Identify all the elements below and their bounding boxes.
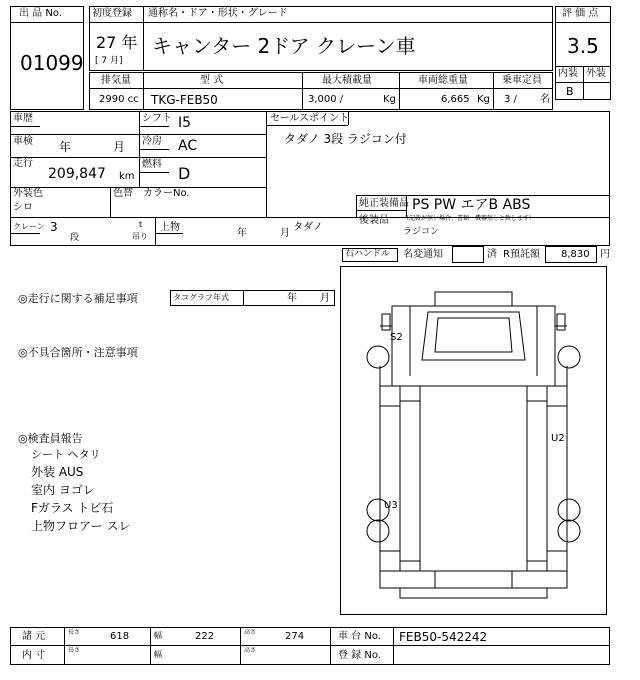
inner-width-label: 幅: [154, 650, 162, 659]
tacho-year: 年: [287, 293, 297, 304]
right-hand-label: 右ハンドル: [345, 249, 391, 259]
crane-ton-unit: 吊り: [132, 232, 148, 241]
width-label: 幅: [154, 631, 162, 640]
running-remarks-label: ◎走行に関する補足事項: [18, 292, 138, 305]
capacity-label: 乗車定員: [502, 75, 542, 86]
inspector-report-label: ◎検査員報告: [18, 432, 83, 445]
length-value: 618: [110, 631, 130, 642]
defects-label: ◎不具合箇所・注意事項: [18, 346, 138, 359]
recycle-prefix: 済: [487, 249, 497, 260]
max-load-label: 最大積載量: [322, 75, 372, 86]
upper-label: 上物: [160, 222, 180, 233]
rear-left-wheel-2: [367, 520, 389, 542]
front-left-wheel: [367, 346, 389, 368]
shift-value: I5: [178, 115, 192, 131]
gross-weight-unit: Kg: [477, 94, 490, 105]
height-value: 274: [285, 631, 305, 642]
aftermarket-note: （記載が無い場合、書類・機器無しと致します）: [403, 215, 536, 222]
crane-stage-value: 3: [50, 220, 58, 234]
model-value: TKG-FEB50: [151, 93, 218, 107]
damage-mark: U2: [551, 433, 565, 444]
crane-ton-unit-top: t: [139, 220, 143, 229]
mileage-unit: km: [119, 171, 135, 182]
shift-label: シフト: [142, 113, 172, 124]
max-load-value: 3,000 /: [308, 94, 344, 105]
chassis-label: 車 台 No.: [338, 631, 381, 642]
report-line: 上物フロアー スレ: [31, 519, 131, 533]
damage-mark: S2: [390, 332, 403, 343]
rear-right-wheel-2: [558, 520, 580, 542]
history-label: 車歴: [13, 113, 33, 124]
mileage-label: 走行: [13, 158, 33, 169]
upper-month: 月: [280, 228, 290, 239]
capacity-value: 3 /: [504, 94, 517, 105]
upper-year: 年: [237, 228, 247, 239]
color-label: 外装色: [13, 188, 43, 199]
truck-diagram: [340, 266, 607, 615]
front-right-wheel: [558, 346, 580, 368]
chassis-value: FEB50-542242: [399, 630, 488, 644]
model-label: 型 式: [200, 75, 224, 86]
registration-no-label: 登 録 No.: [338, 650, 381, 661]
car-name: キャンター 2ドア クレーン車: [152, 34, 416, 58]
equipment-text: PS PW エアB ABS: [412, 197, 531, 213]
registration-label: 初度登録: [92, 8, 132, 19]
mileage-value: 209,847: [48, 166, 106, 182]
upper-maker: タダノ: [293, 222, 323, 233]
inspection-month: 月: [113, 140, 126, 154]
crane-stage-unit: 段: [70, 233, 80, 243]
left-mirror: [382, 314, 390, 330]
inner-height-label: 高さ: [244, 647, 257, 654]
color-change-label: 色替: [113, 188, 133, 199]
ac-label: 冷房: [142, 136, 162, 147]
registration-year: 27 年: [96, 33, 138, 52]
exterior-label: 外装: [586, 68, 606, 79]
lot-number: 01099: [20, 51, 84, 75]
lot-label: 出 品 No.: [19, 8, 62, 19]
cargo-bed: [380, 386, 567, 571]
name-label: 通称名・ドア・形状・グレード: [148, 8, 288, 19]
interior-label: 内装: [558, 68, 578, 79]
color-value: シロ: [13, 202, 33, 213]
displacement-value: 2990 cc: [99, 94, 139, 105]
report-line: 外装 AUS: [31, 465, 84, 479]
length-label: 長さ: [68, 629, 81, 636]
rear-right-wheel: [558, 499, 580, 521]
inner-dims-label: 内 寸: [22, 650, 46, 661]
max-load-unit: Kg: [383, 94, 396, 105]
inspection-label: 車検: [13, 136, 33, 147]
report-line: Fガラス トビ石: [31, 501, 114, 515]
inner-length-label: 長さ: [68, 647, 81, 654]
cab-roof-front: [435, 292, 512, 306]
recycle-label: R預託額: [503, 249, 540, 260]
dims-label: 諸 元: [22, 631, 46, 642]
right-mirror: [557, 314, 565, 330]
height-label: 高さ: [244, 629, 257, 636]
fuel-label: 燃料: [142, 159, 162, 170]
eval-label: 評 価 点: [562, 8, 599, 19]
tacho-label: タコグラフ年式: [173, 293, 229, 302]
equipment-label: 純正装備品: [359, 198, 409, 209]
gross-weight-value: 6,665: [441, 94, 470, 105]
name-change-label: 名変通知: [403, 249, 443, 260]
capacity-unit: 名: [540, 94, 550, 105]
recycle-unit: 円: [600, 249, 610, 260]
recycle-amount: 8,830: [561, 249, 590, 260]
registration-month: [ 7 月]: [95, 56, 123, 66]
width-value: 222: [195, 631, 215, 642]
sales-point-label: セールスポイント: [270, 113, 350, 124]
displacement-label: 排気量: [101, 75, 131, 86]
crane-label: クレーン: [13, 222, 45, 231]
interior-grade: B: [566, 85, 574, 98]
color-no-label: カラーNo.: [143, 188, 190, 199]
report-line: シート ヘタリ: [31, 448, 101, 461]
fuel-value: D: [178, 164, 191, 183]
gross-weight-label: 車両総重量: [418, 75, 468, 86]
inspection-year: 年: [59, 140, 72, 154]
aftermarket-text: ラジコン: [403, 227, 440, 237]
report-line: 室内 ヨゴレ: [31, 483, 95, 497]
ac-value: AC: [178, 138, 198, 154]
tacho-month: 月: [320, 293, 330, 304]
damage-mark: U3: [384, 500, 398, 511]
sales-point-text: タダノ 3段 ラジコン付: [284, 132, 407, 146]
eval-score: 3.5: [567, 34, 599, 58]
name-change-box: [452, 246, 484, 263]
aftermarket-label: 後装品: [359, 215, 389, 226]
